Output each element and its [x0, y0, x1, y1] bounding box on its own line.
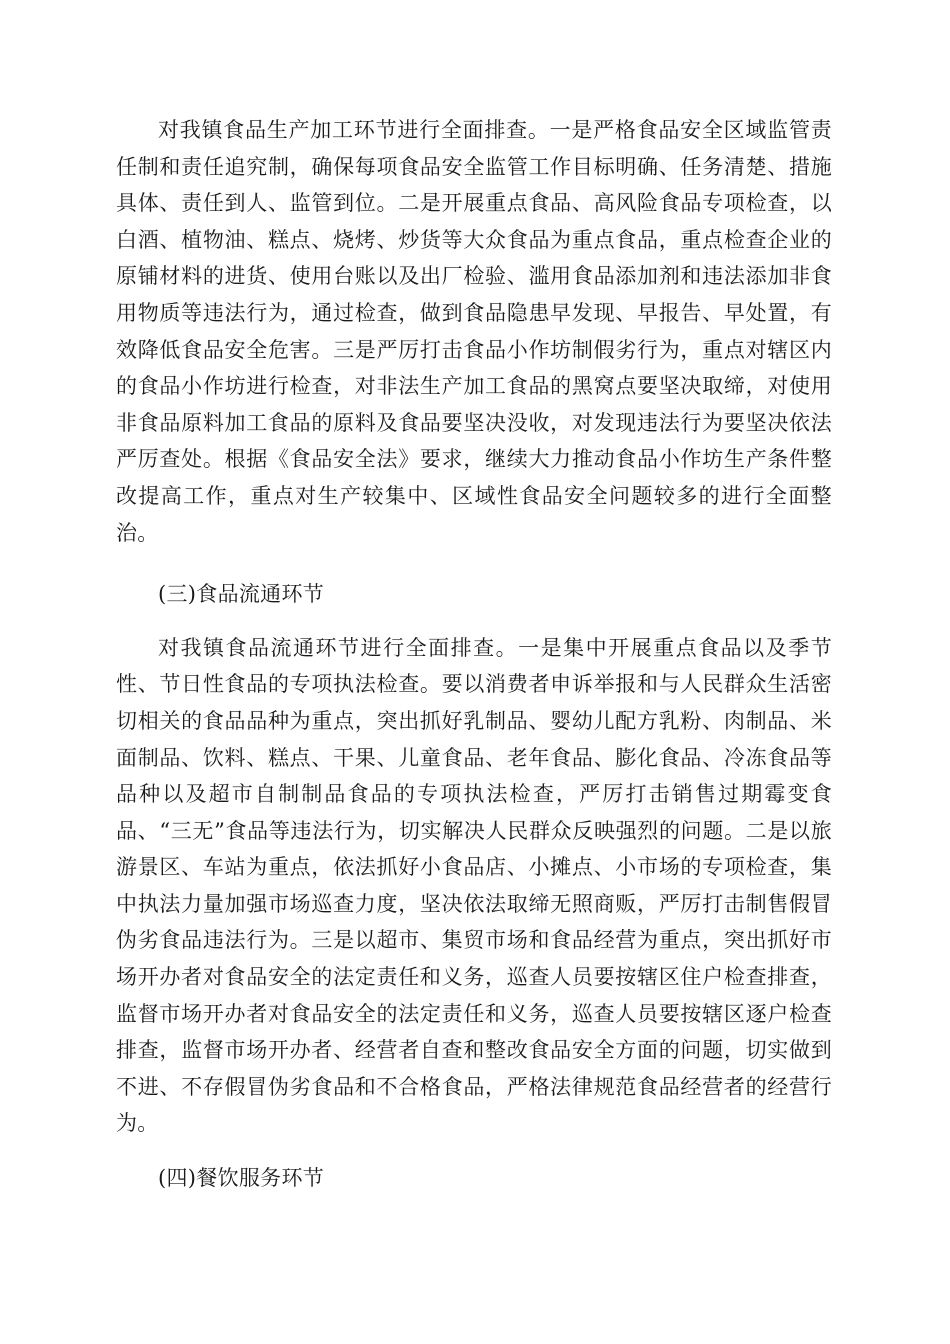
document-body — [116, 112, 832, 1197]
section-heading-catering: (四)餐饮服务环节 — [158, 1166, 325, 1191]
spacer — [116, 551, 832, 576]
section-heading-circulation: (三)食品流通环节 — [158, 582, 325, 607]
spacer — [116, 1142, 832, 1160]
production-processing-paragraph: 对我镇食品生产加工环节进行全面排查。一是严格食品安全区域监管责任制和责任追究制，确保每项食品安全监管工作目标明确、任务清楚、措施具体、责任到人、监管到位。二是开展重点食品、高风险食品专项检查，以白酒、植物油、糕点、烧烤、炒货等大众食品为重点食品，重点检查企业的原铺材料的进货、使用台账以及出厂检验、滥用食品添加剂和违法添加非食用物质等违法行为，通过检查，做到食品隐患早发现、早报告、早处置，有效降低食品安全危害。三是严厉打击食品小作坊制假劣行为，重点对辖区内的食品小作坊进行检查，对非法生产加工食品的黑窝点要坚决取缔，对使用非食品原料加工食品的原料及食品要坚决没收，对发现违法行为要坚决依法严厉查处。根据《食品安全法》要求，继续大力推动食品小作坊生产条件整改提高工作，重点对生产较集中、区域性食品安全问题较多的进行全面整治。 — [116, 118, 832, 545]
circulation-paragraph: 对我镇食品流通环节进行全面排查。一是集中开展重点食品以及季节性、节日性食品的专项执法检查。要以消费者申诉举报和与人民群众生活密切相关的食品品种为重点，突出抓好乳制品、婴幼儿配方乳粉、肉制品、米面制品、饮料、糕点、干果、儿童食品、老年食品、膨化食品、冷冻食品等品种以及超市自制制品食品的专项执法检查，严厉打击销售过期霉变食品、“三无”食品等违法行为，切实解决人民群众反映强烈的问题。二是以旅游景区、车站为重点，依法抓好小食品店、小摊点、小市场的专项检查，集中执法力量加强市场巡查力度，坚决依法取缔无照商贩，严厉打击制售假冒伪劣食品违法行为。三是以超市、集贸市场和食品经营为重点，突出抓好市场开办者对食品安全的法定责任和义务，巡查人员要按辖区住户检查排查，监督市场开办者对食品安全的法定责任和义务，巡查人员要按辖区逐户检查排查，监督市场开办者、经营者自查和整改食品安全方面的问题，切实做到不进、不存假冒伪劣食品和不合格食品，严格法律规范食品经营者的经营行为。 — [116, 635, 832, 1136]
spacer — [116, 613, 832, 630]
